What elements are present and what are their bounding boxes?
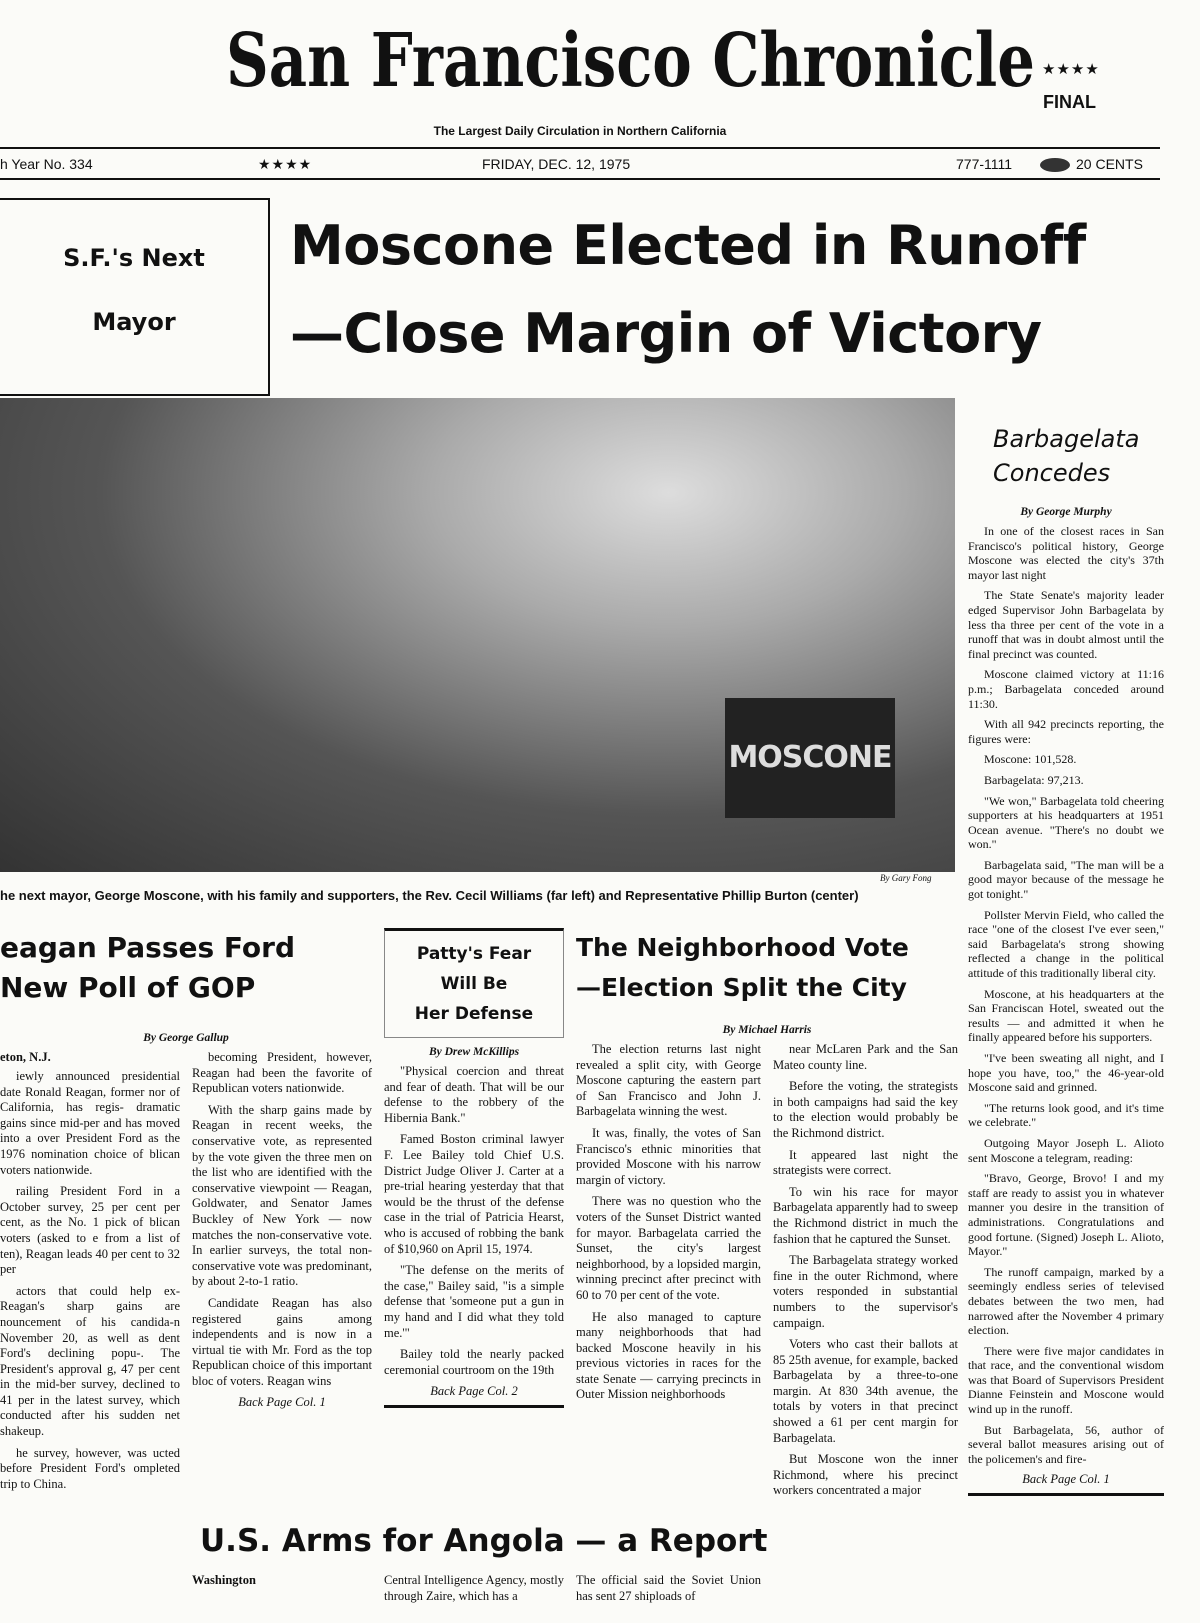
- next-mayor-box: [0, 198, 270, 396]
- paragraph: Voters who cast their ballots at 85 25th avenue, for example, backed Barbagelata by a three-to-one margin. At 830 34th avenue, the totals by voters in that precinct showed a 61 per cent margin for Barbagelata.: [773, 1337, 958, 1445]
- neighborhood-story: [576, 928, 958, 1505]
- divider: [0, 147, 1160, 149]
- paragraph: Barbagelata said, "The man will be a good mayor because of the message he got tonight.": [968, 857, 1164, 902]
- angola-col-3: The official said the Soviet Union has sent 27 shiploads of: [576, 1573, 761, 1603]
- divider: [0, 178, 1160, 180]
- paragraph: Pollster Mervin Field, who called the race "one of the closest I've ever seen," said Barbagelata's strong showing reflected a change in the political attitude of this traditionally liberal city.: [968, 907, 1164, 981]
- paragraph: Before the voting, the strategists in both campaigns had said the key to the election would probably be the Richmond district.: [773, 1079, 958, 1140]
- paragraph: Outgoing Mayor Joseph L. Alioto sent Moscone a telegram, reading:: [968, 1135, 1164, 1165]
- patty-title-3: Her Defense: [414, 1004, 534, 1024]
- masthead-title: San Francisco Chronicle: [226, 18, 1035, 104]
- reagan-col-2: [192, 1050, 372, 1389]
- reagan-jump: Back Page Col. 1: [238, 1395, 326, 1410]
- paragraph: There was no question who the voters of the Sunset District wanted for mayor. Barbagelata carried the Sunset, the city's largest neighborhood, by a lopsided margin, winning precinct after precinct with 60 to 70 per cent of the vote.: [576, 1194, 761, 1302]
- moscone-sign: MOSCONE: [725, 698, 895, 818]
- neighborhood-title-1: The Neighborhood Vote: [576, 933, 909, 962]
- chronicle-logo-icon: [1040, 158, 1070, 172]
- paragraph: It appeared last night the strategists were correct.: [773, 1147, 958, 1178]
- tagline: The Largest Daily Circulation in Northern California: [433, 124, 727, 138]
- paragraph: Moscone, at his headquarters at the San Franciscan Hotel, sweated out the results — and admitted it when he finally appeared before his supporters.: [968, 986, 1164, 1045]
- patty-title-1: Patty's Fear: [416, 944, 532, 964]
- paragraph: "The returns look good, and it's time we celebrate.": [968, 1100, 1164, 1130]
- paragraph: With all 942 precincts reporting, the figures were:: [968, 717, 1164, 746]
- neighborhood-title-2: —Election Split the City: [576, 973, 907, 1002]
- patty-headline: [384, 928, 564, 1038]
- paragraph: The runoff campaign, marked by a seemingly endless series of televised debates between the two men, had narrowed after the November 4 primary election.: [968, 1264, 1164, 1338]
- paragraph: To win his race for mayor Barbagelata apparently had to sweep the Richmond district in much the fashion that he captured the Sunset.: [773, 1184, 958, 1246]
- reagan-title-2: New Poll of GOP: [0, 971, 256, 1004]
- paragraph: iewly announced presidential date Ronald Reagan, former nor of California, has regis- dramatic gains since mid-per and has moved into a over President Ford as the 1976 nomination choice of blican voters nationwide.: [0, 1069, 180, 1177]
- reagan-col-1-wrap: [0, 1050, 180, 1498]
- main-headline: [290, 202, 1170, 378]
- paragraph: In one of the closest races in San Francisco's political history, George Moscone was elected the city's 37th mayor last night: [968, 524, 1164, 582]
- reagan-col-2-wrap: [192, 1050, 372, 1410]
- photo-caption: he next mayor, George Moscone, with his family and supporters, the Rev. Cecil Williams (far left) and Representative Phillip Burton (center): [0, 888, 859, 903]
- patty-byline: By Drew McKillips: [428, 1046, 520, 1058]
- reagan-story: [0, 928, 372, 1498]
- paragraph: Famed Boston criminal lawyer F. Lee Bailey told Chief U.S. District Judge Oliver J. Carter at a pre-trial hearing yesterday that that would be the thrust of the defense case in the trial of Patricia Hearst, who is accused of robbing the bank of $10,960 on April 15, 1974.: [384, 1132, 564, 1256]
- paragraph: "Physical coercion and threat and fear of death. That will be our defense to the robbery of the Hibernia Bank.": [384, 1064, 564, 1125]
- neighborhood-byline: By Michael Harris: [722, 1024, 812, 1036]
- reagan-byline: By George Gallup: [143, 1032, 229, 1044]
- box-line-1: S.F.'s Next: [63, 244, 205, 272]
- paragraph: There were five major candidates in that race, and the conventional wisdom was that Board of Supervisors President Dianne Feinstein and Moscone would wind up in the runoff.: [968, 1343, 1164, 1417]
- headline-line-1: Moscone Elected in Runoff: [290, 214, 1086, 277]
- divider: [384, 1405, 564, 1408]
- issue-number: h Year No. 334: [0, 156, 93, 172]
- paragraph: "I've been sweating all night, and I hope you have, too," the 46-year-old Moscone said and grinned.: [968, 1051, 1164, 1095]
- phone: 777-1111: [956, 156, 1013, 172]
- concedes-byline: By George Murphy: [1020, 506, 1112, 518]
- paragraph: The election returns last night revealed a split city, with George Moscone capturing the eastern part of San Francisco and John J. Barbagelata winning the west.: [576, 1042, 761, 1119]
- price: 20 CENTS: [1076, 156, 1143, 172]
- paragraph: Bailey told the nearly packed ceremonial courtroom on the 19th: [384, 1347, 564, 1377]
- paragraph: he survey, however, was ucted before President Ford's ompleted trip to China.: [0, 1445, 180, 1491]
- concedes-headline: [968, 422, 1164, 490]
- dateline-stars: ★★★★: [258, 156, 313, 172]
- edition-label: FINAL: [1043, 92, 1096, 112]
- paragraph: He also managed to capture many neighborhoods that had backed Moscone heavily in his previous victories in races for the state Senate — carrying precincts in Outer Mission neighborhoods: [576, 1309, 761, 1402]
- patty-story: [384, 928, 564, 1408]
- headline-line-2: —Close Margin of Victory: [290, 302, 1042, 365]
- paragraph: becoming President, however, Reagan had been the favorite of Republican voters nationwide.: [192, 1050, 372, 1096]
- paragraph: It was, finally, the votes of San Francisco's ethnic minorities that provided Moscone with his narrow margin of victory.: [576, 1125, 761, 1187]
- main-photo: [0, 398, 955, 872]
- neighborhood-col-1: [576, 1042, 761, 1409]
- reagan-col-1: [0, 1069, 180, 1492]
- concedes-title-2: Concedes: [993, 459, 1111, 487]
- divider: [968, 1493, 1164, 1496]
- angola-place: Washington: [192, 1573, 256, 1588]
- paragraph: The State Senate's majority leader edged Supervisor John Barbagelata by less tha three per cent of the vote in a runoff that was in doubt almost until the final precinct was counted.: [968, 588, 1164, 661]
- reagan-headline: [0, 928, 372, 1008]
- concedes-jump: Back Page Col. 1: [1022, 1472, 1110, 1487]
- paragraph: With the sharp gains made by Reagan in recent weeks, the conservative vote, as represented by the vote given the three men on the list who are identified with the conservative viewpoint — Reagan, Goldwater, and Senator James Buckley of New York — now matches the non-conservative vote. In earlier surveys, the total non-conservative vote was predominant, by about 2-to-1 ratio.: [192, 1102, 372, 1289]
- patty-title-2: Will Be: [440, 974, 508, 994]
- edition-stars: ★★★★: [1042, 62, 1100, 78]
- concedes-article: [968, 524, 1164, 1466]
- date: FRIDAY, DEC. 12, 1975: [482, 156, 631, 172]
- reagan-place: eton, N.J.: [0, 1050, 51, 1064]
- paragraph: But Barbagelata, 56, author of several ballot measures arising out of the policemen's and fire-: [968, 1422, 1164, 1466]
- paragraph: "The defense on the merits of the case," Bailey said, "is a simple defense that 'someone put a gun in my hand and I did what they told me.'": [384, 1263, 564, 1340]
- paragraph: But Moscone won the inner Richmond, where his precinct workers concentrated a major: [773, 1452, 958, 1498]
- lower-stories: [0, 928, 958, 1614]
- photo-credit: By Gary Fong: [880, 873, 932, 883]
- angola-headline: U.S. Arms for Angola — a Report: [200, 1523, 768, 1560]
- paragraph: "We won," Barbagelata told cheering supporters at his headquarters at 1951 Ocean avenue. "There's no doubt we won.": [968, 793, 1164, 852]
- paragraph: "Bravo, George, Brovo! I and my staff are ready to assist you in whatever manner you desire in the transition of administrations. Congratulations and good fortune. (Signed) Joseph L. Alioto, Mayor.": [968, 1171, 1164, 1259]
- paragraph: Moscone claimed victory at 11:16 p.m.; Barbagelata conceded around 11:30.: [968, 667, 1164, 711]
- reagan-title-1: eagan Passes Ford: [0, 931, 295, 964]
- neighborhood-col-2: [773, 1042, 958, 1505]
- patty-jump: Back Page Col. 2: [430, 1384, 518, 1399]
- angola-col-2: Central Intelligence Agency, mostly through Zaire, which has a: [384, 1573, 564, 1603]
- paragraph: near McLaren Park and the San Mateo county line.: [773, 1042, 958, 1072]
- paragraph: Candidate Reagan has also registered gains among independents and is now in a virtual tie with Mr. Ford as the top Republican choice of this important bloc of voters. Reagan wins: [192, 1295, 372, 1388]
- concedes-title-1: Barbagelata: [993, 425, 1140, 453]
- concedes-story: [968, 422, 1164, 1496]
- paragraph: railing President Ford in a October survey, 25 per cent per cent, as the No. 1 pick of blican voters (asked to e from a list of ten), Reagan leads 40 per cent to 32 per: [0, 1184, 180, 1277]
- paragraph: The Barbagelata strategy worked fine in the outer Richmond, where voters responded in substantial numbers to the supervisor's campaign.: [773, 1253, 958, 1330]
- box-line-2: Mayor: [92, 308, 176, 336]
- patty-article: [384, 1064, 564, 1378]
- neighborhood-headline: [576, 928, 958, 1008]
- paragraph: Barbagelata: 97,213.: [984, 772, 1084, 787]
- paragraph: Moscone: 101,528.: [984, 752, 1077, 767]
- paragraph: actors that could help ex- Reagan's sharp gains are nouncement of his candida-n November 20, as well as dent Ford's declining popu-. The President's approval g, 47 per cent in the mid-ber survey, declined to 41 per in the latest survey, which conducted after his sudden net shakeup.: [0, 1283, 180, 1439]
